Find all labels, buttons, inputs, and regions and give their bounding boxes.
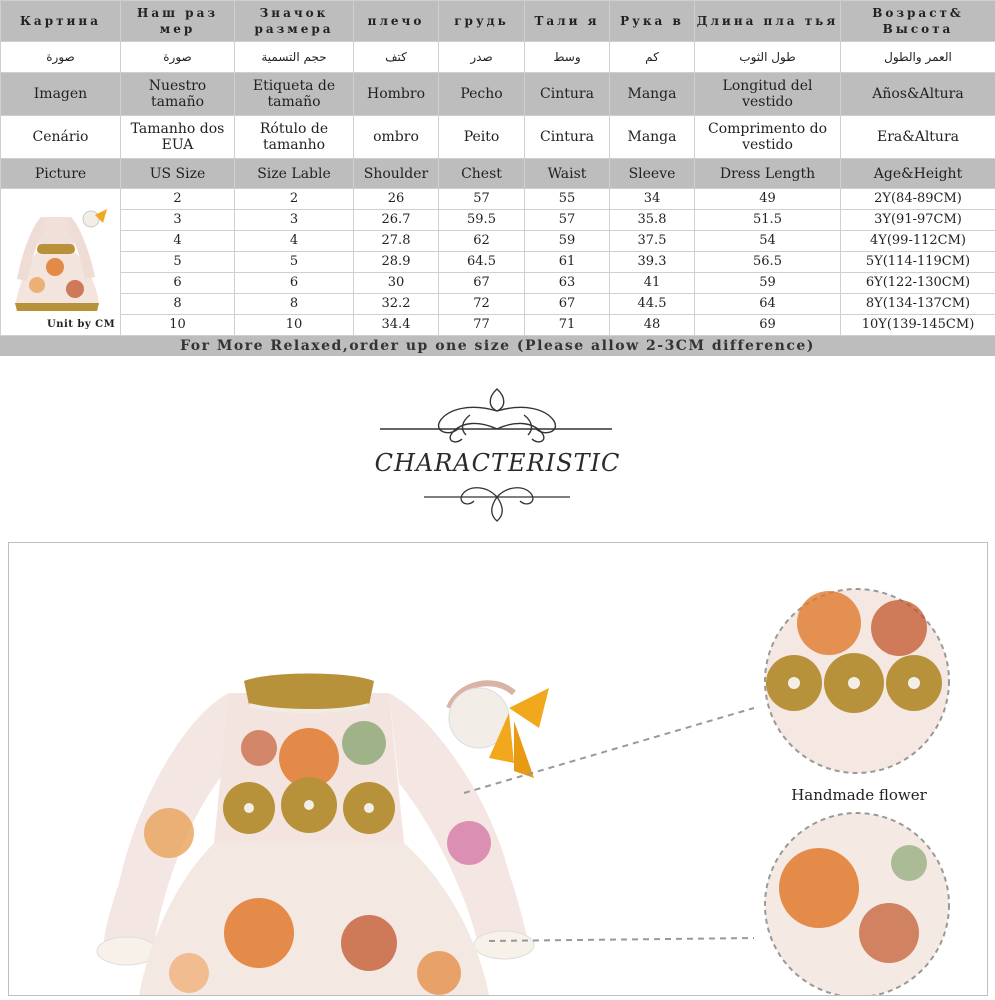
table-row [1, 294, 995, 315]
table-cell-us-size: 10 [121, 315, 235, 336]
header-cell: Tamanho dos EUA [121, 116, 235, 159]
table-cell-shoulder: 26 [354, 189, 439, 210]
table-cell-age: 5Y(114-119CM) [841, 252, 995, 273]
table-cell-waist: 55 [525, 189, 610, 210]
table-cell-chest: 59.5 [439, 210, 525, 231]
header-cell: Рука в [610, 1, 695, 42]
table-cell-chest: 72 [439, 294, 525, 315]
table-cell-age: 8Y(134-137CM) [841, 294, 995, 315]
size-chart-section [0, 0, 995, 356]
characteristic-heading [0, 385, 995, 535]
header-cell: Cintura [525, 116, 610, 159]
table-cell-label: 6 [235, 273, 354, 294]
table-cell-chest: 77 [439, 315, 525, 336]
table-cell-label: 4 [235, 231, 354, 252]
table-cell-sleeve: 34 [610, 189, 695, 210]
size-chart-table [0, 0, 995, 336]
header-cell: صورة [121, 42, 235, 73]
table-cell-sleeve: 44.5 [610, 294, 695, 315]
header-cell: US Size [121, 159, 235, 189]
table-row [1, 210, 995, 231]
table-cell-shoulder: 27.8 [354, 231, 439, 252]
header-cell: Size Lable [235, 159, 354, 189]
table-cell-sleeve: 48 [610, 315, 695, 336]
dress-thumbnail [11, 197, 111, 317]
header-cell: Manga [610, 73, 695, 116]
header-cell: ombro [354, 116, 439, 159]
table-cell-us-size: 5 [121, 252, 235, 273]
header-cell: Наш раз мер [121, 1, 235, 42]
handmade-flower-caption: Handmade flower [791, 786, 927, 804]
table-cell-shoulder: 26.7 [354, 210, 439, 231]
table-cell-label: 10 [235, 315, 354, 336]
table-cell-length: 49 [695, 189, 841, 210]
header-cell: Manga [610, 116, 695, 159]
table-cell-shoulder: 34.4 [354, 315, 439, 336]
header-cell: صورة [1, 42, 121, 73]
header-cell: Age&Height [841, 159, 995, 189]
header-cell: Hombro [354, 73, 439, 116]
table-row [1, 231, 995, 252]
dress-thumbnail-cell [1, 189, 121, 336]
header-cell: Rótulo de tamanho [235, 116, 354, 159]
table-cell-length: 56.5 [695, 252, 841, 273]
header-cell: Comprimento do vestido [695, 116, 841, 159]
table-cell-label: 8 [235, 294, 354, 315]
header-row-portuguese [1, 116, 995, 159]
header-cell: Shoulder [354, 159, 439, 189]
header-cell: Тали я [525, 1, 610, 42]
table-row [1, 315, 995, 336]
table-cell-us-size: 3 [121, 210, 235, 231]
header-cell: Nuestro tamaño [121, 73, 235, 116]
table-cell-waist: 59 [525, 231, 610, 252]
table-cell-waist: 67 [525, 294, 610, 315]
header-row-english [1, 159, 995, 189]
header-cell: Длина пла тья [695, 1, 841, 42]
header-cell: Chest [439, 159, 525, 189]
header-cell: Imagen [1, 73, 121, 116]
table-cell-us-size: 4 [121, 231, 235, 252]
table-cell-age: 6Y(122-130CM) [841, 273, 995, 294]
header-cell: плечо [354, 1, 439, 42]
table-cell-length: 64 [695, 294, 841, 315]
table-cell-age: 2Y(84-89CM) [841, 189, 995, 210]
table-cell-chest: 64.5 [439, 252, 525, 273]
header-cell: Waist [525, 159, 610, 189]
header-cell: طول الثوب [695, 42, 841, 73]
table-cell-us-size: 6 [121, 273, 235, 294]
table-cell-sleeve: 39.3 [610, 252, 695, 273]
dress-illustration [9, 543, 987, 995]
header-cell: Era&Altura [841, 116, 995, 159]
sizing-footnote: For More Relaxed,order up one size (Please allow 2-3CM difference) [0, 336, 995, 356]
header-cell: Значок размера [235, 1, 354, 42]
table-cell-shoulder: 28.9 [354, 252, 439, 273]
header-cell: كتف [354, 42, 439, 73]
header-cell: Años&Altura [841, 73, 995, 116]
table-cell-label: 2 [235, 189, 354, 210]
table-cell-waist: 57 [525, 210, 610, 231]
table-cell-us-size: 8 [121, 294, 235, 315]
table-row [1, 273, 995, 294]
table-cell-age: 3Y(91-97CM) [841, 210, 995, 231]
table-cell-chest: 67 [439, 273, 525, 294]
header-cell: Cenário [1, 116, 121, 159]
header-row-spanish [1, 73, 995, 116]
table-cell-age: 10Y(139-145CM) [841, 315, 995, 336]
header-cell: كم [610, 42, 695, 73]
table-cell-chest: 57 [439, 189, 525, 210]
header-cell: Dress Length [695, 159, 841, 189]
table-cell-label: 5 [235, 252, 354, 273]
table-cell-sleeve: 41 [610, 273, 695, 294]
table-cell-length: 51.5 [695, 210, 841, 231]
table-cell-waist: 71 [525, 315, 610, 336]
table-cell-length: 59 [695, 273, 841, 294]
table-cell-sleeve: 35.8 [610, 210, 695, 231]
product-detail-frame [8, 542, 988, 996]
header-cell: Etiqueta de tamaño [235, 73, 354, 116]
table-cell-sleeve: 37.5 [610, 231, 695, 252]
table-cell-waist: 61 [525, 252, 610, 273]
table-cell-label: 3 [235, 210, 354, 231]
header-row-arabic [1, 42, 995, 73]
header-cell: Picture [1, 159, 121, 189]
table-cell-us-size: 2 [121, 189, 235, 210]
characteristic-title: CHARACTERISTIC [374, 449, 621, 477]
header-cell: Картина [1, 1, 121, 42]
table-cell-chest: 62 [439, 231, 525, 252]
table-cell-shoulder: 32.2 [354, 294, 439, 315]
header-cell: حجم التسمية [235, 42, 354, 73]
header-cell: Peito [439, 116, 525, 159]
table-cell-length: 69 [695, 315, 841, 336]
header-cell: Cintura [525, 73, 610, 116]
table-cell-waist: 63 [525, 273, 610, 294]
header-cell: صدر [439, 42, 525, 73]
header-row-russian [1, 1, 995, 42]
table-row [1, 252, 995, 273]
table-cell-shoulder: 30 [354, 273, 439, 294]
header-cell: العمر والطول [841, 42, 995, 73]
unit-note: Unit by CM [47, 319, 116, 330]
table-cell-length: 54 [695, 231, 841, 252]
table-cell-age: 4Y(99-112CM) [841, 231, 995, 252]
header-cell: Longitud del vestido [695, 73, 841, 116]
header-cell: Возраст& Высота [841, 1, 995, 42]
header-cell: Sleeve [610, 159, 695, 189]
header-cell: Pecho [439, 73, 525, 116]
header-cell: وسط [525, 42, 610, 73]
header-cell: грудь [439, 1, 525, 42]
table-row [1, 189, 995, 210]
